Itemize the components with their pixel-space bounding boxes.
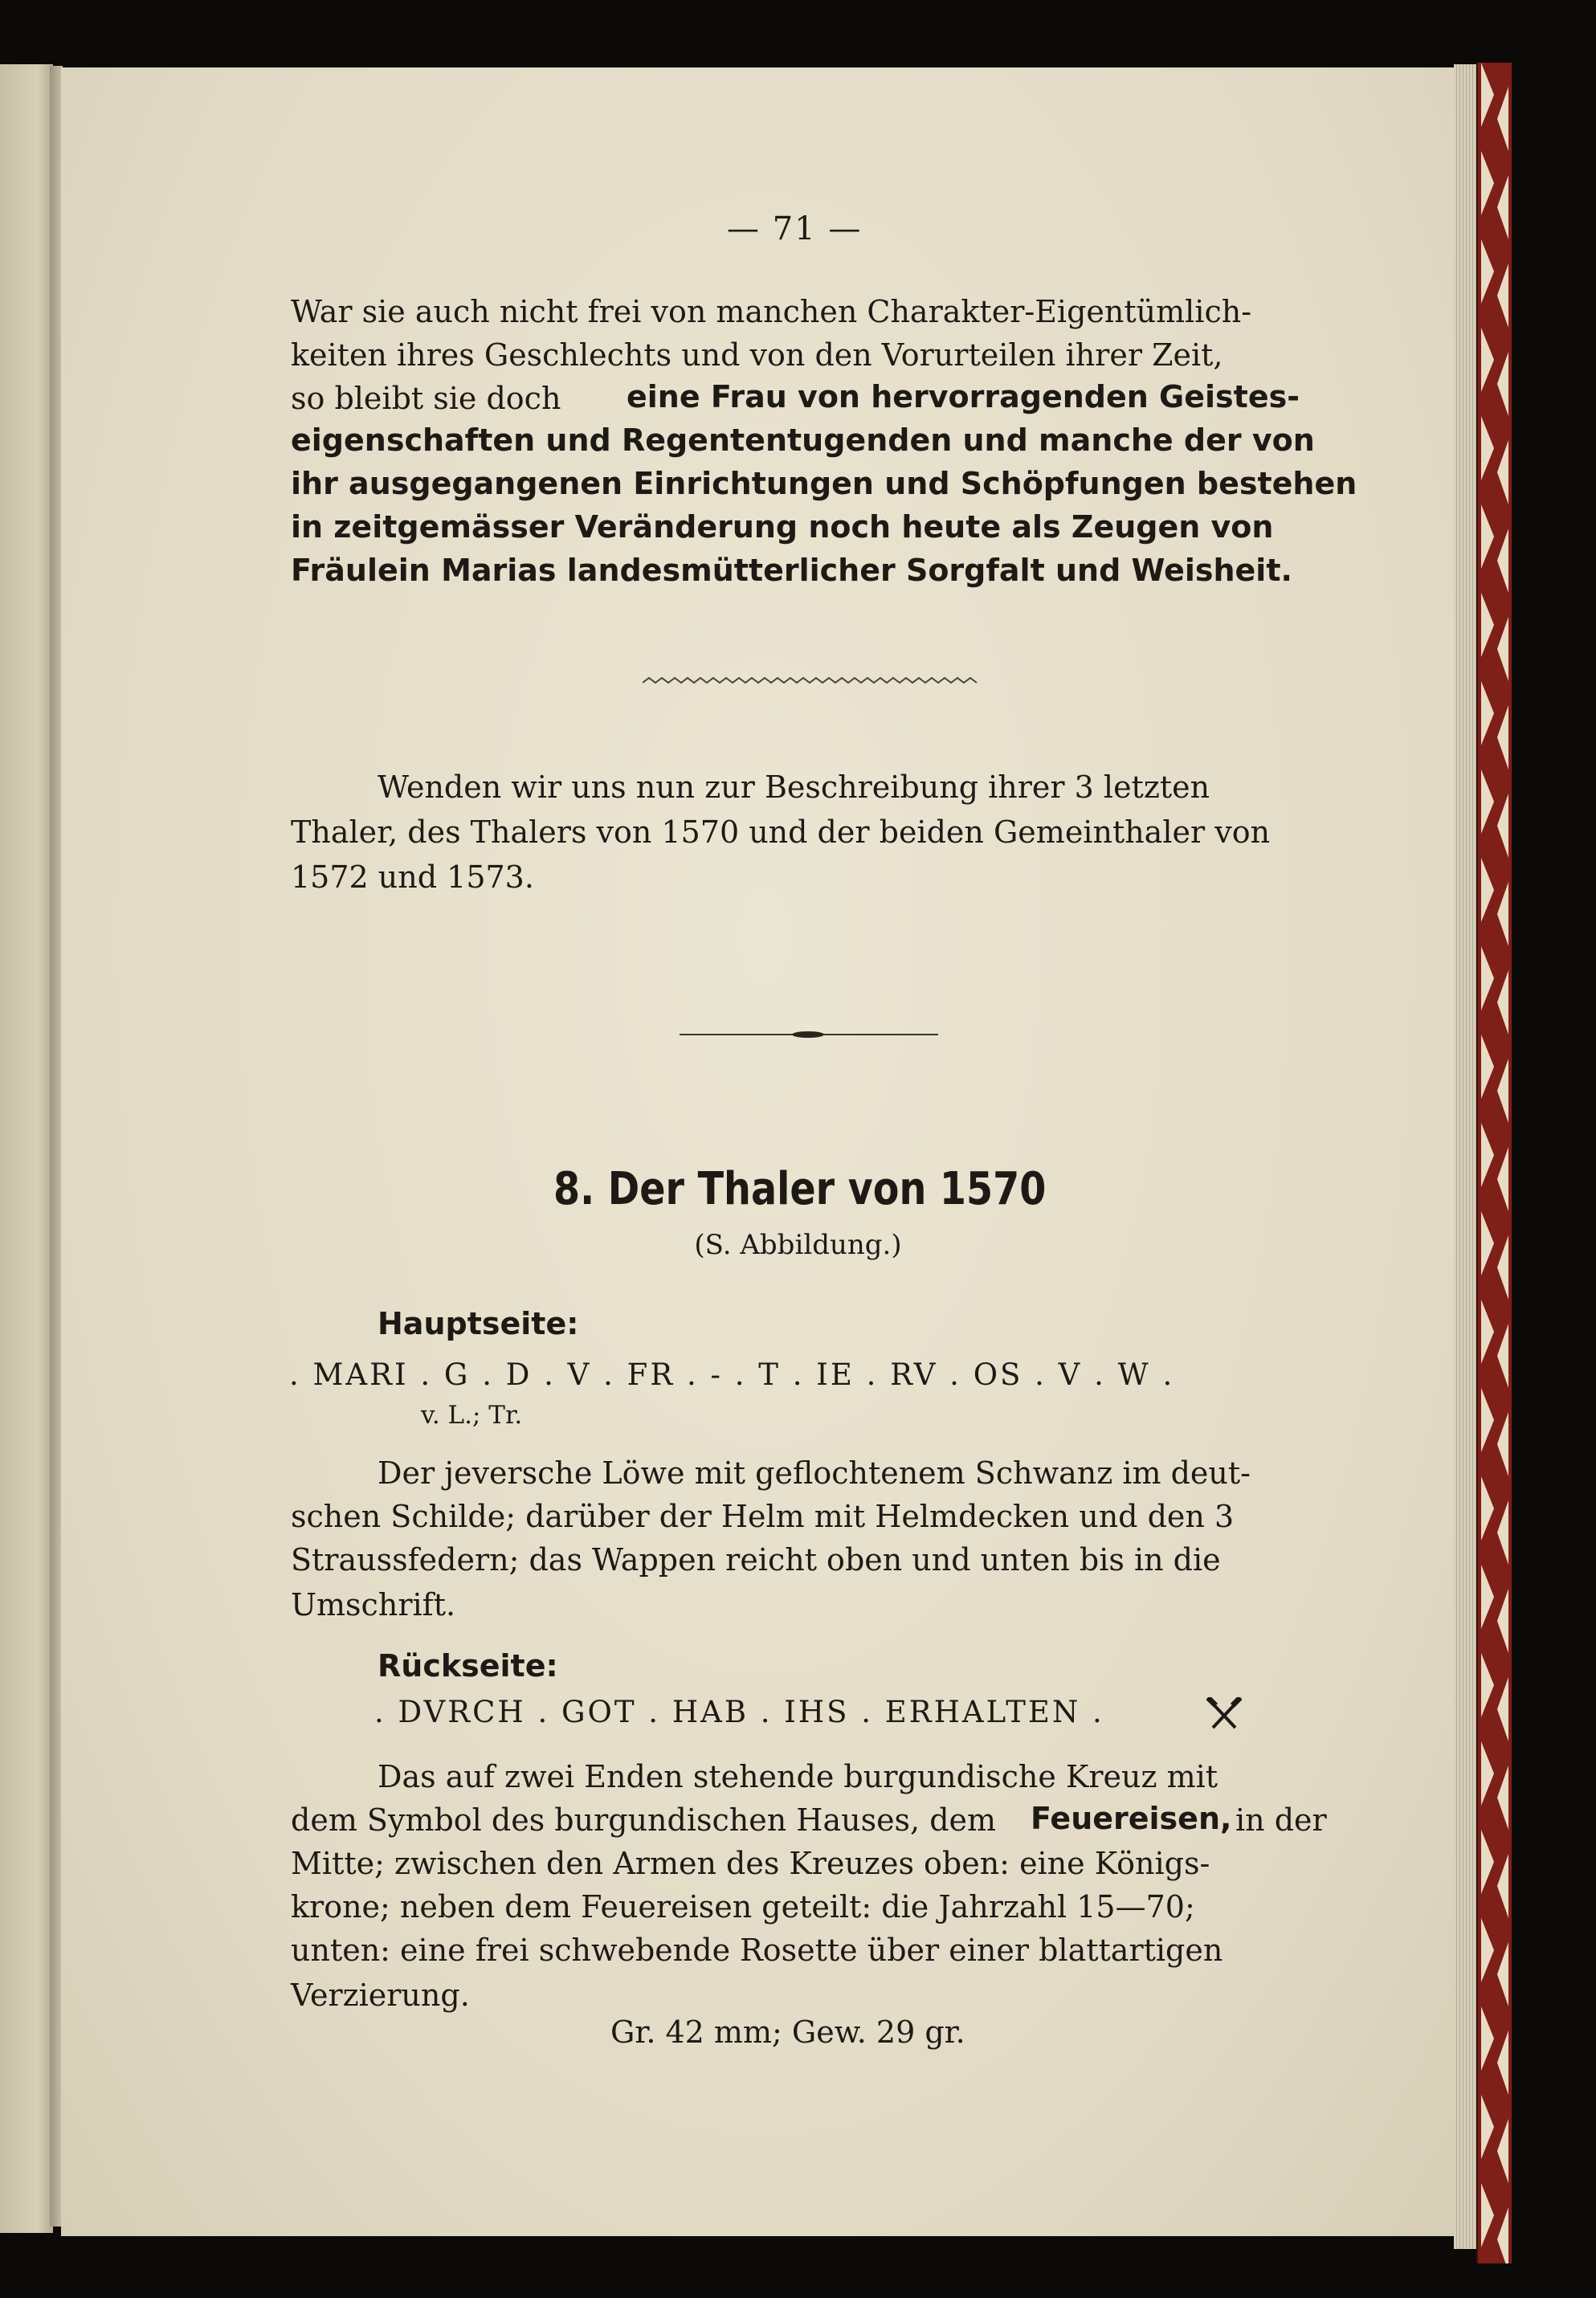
obverse-line1: Der jeversche Löwe mit geflochtenem Schwanz im deut- — [378, 1455, 1251, 1491]
obverse-line3: Straussfedern; das Wappen reicht oben und unten bis in die — [291, 1542, 1221, 1578]
paragraph2-line1: Wenden wir uns nun zur Beschreibung ihrer 3 letzten — [378, 769, 1210, 805]
paragraph1-line2: keiten ihres Geschlechts und von den Vorurteilen ihrer Zeit, — [291, 337, 1223, 373]
reverse-line5: unten: eine frei schwebende Rosette über einer blattartigen — [291, 1933, 1223, 1968]
reverse-line2c: in der — [1235, 1802, 1327, 1838]
reverse-line6: Verzierung. — [291, 1978, 470, 2013]
reverse-legend: . DVRCH . GOT . HAB . IHS . ERHALTEN . — [374, 1695, 1104, 1729]
obverse-label: Hauptseite: — [378, 1306, 579, 1341]
reverse-line2-bold: Feuereisen, — [1031, 1801, 1232, 1836]
reverse-line1: Das auf zwei Enden stehende burgundische Kreuz mit — [378, 1759, 1218, 1794]
reverse-label: Rückseite: — [378, 1648, 558, 1684]
paragraph1-line5: ihr ausgegangenen Einrichtungen und Schöpfungen bestehen — [291, 466, 1357, 501]
reverse-line4: krone; neben dem Feuereisen geteilt: die Jahrzahl 15—70; — [291, 1889, 1195, 1925]
obverse-legend-continuation: v. L.; Tr. — [421, 1401, 523, 1430]
paragraph1-line4: eigenschaften und Regententugenden und manche der von — [291, 422, 1315, 458]
left-page-edge — [0, 64, 53, 2233]
paragraph2-line2: Thaler, des Thalers von 1570 und der beiden Gemeinthaler von — [291, 814, 1271, 850]
paragraph1-line3a: so bleibt sie doch — [291, 381, 561, 416]
section-subtitle: (S. Abbildung.) — [694, 1229, 902, 1261]
page-number: — 71 — — [727, 210, 863, 247]
wavy-divider-ornament — [643, 675, 980, 691]
paragraph2-line3: 1572 und 1573. — [291, 859, 534, 895]
coin-measurements: Gr. 42 mm; Gew. 29 gr. — [610, 2014, 965, 2050]
paragraph1-line7: Fräulein Marias landesmütterlicher Sorgfalt und Weisheit. — [291, 553, 1292, 588]
paragraph1-line1: War sie auch nicht frei von manchen Charakter-Eigentümlich- — [291, 294, 1252, 329]
reverse-line2a: dem Symbol des burgundischen Hauses, dem — [291, 1802, 997, 1838]
paragraph1-line3b: eine Frau von hervorragenden Geistes- — [627, 379, 1300, 414]
cover-marbling-pattern — [1478, 63, 1512, 2263]
crossed-hammers-icon — [1206, 1697, 1242, 1733]
reverse-line3: Mitte; zwischen den Armen des Kreuzes oben: eine Königs- — [291, 1846, 1210, 1881]
section-heading: 8. Der Thaler von 1570 — [553, 1163, 1047, 1215]
obverse-legend: . MARI . G . D . V . FR . - . T . IE . RV . OS . V . W . — [289, 1357, 1175, 1392]
paragraph1-line6: in zeitgemässer Veränderung noch heute als Zeugen von — [291, 509, 1274, 545]
red-book-cover — [1476, 63, 1512, 2263]
obverse-line2: schen Schilde; darüber der Helm mit Helmdecken und den 3 — [291, 1499, 1235, 1534]
page-stack-edges — [1454, 64, 1478, 2249]
obverse-line4: Umschrift. — [291, 1587, 456, 1622]
line-divider-ornament — [680, 1027, 938, 1043]
